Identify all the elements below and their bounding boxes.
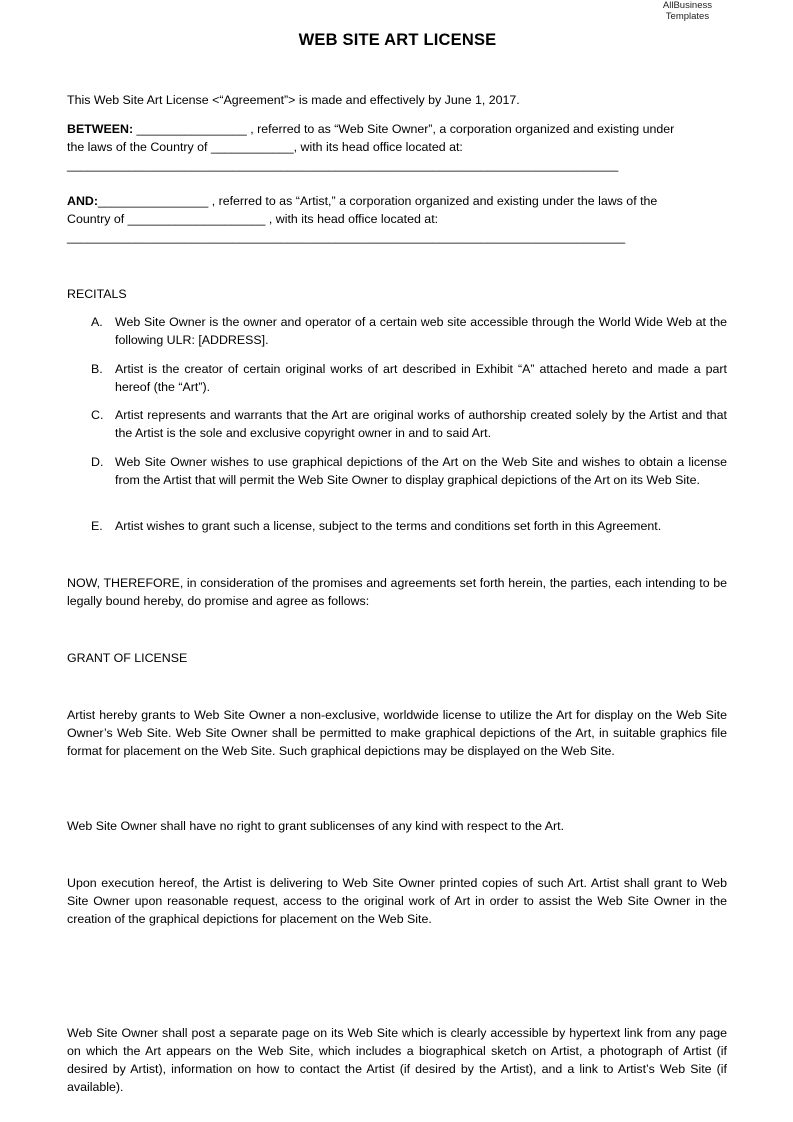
recital-letter: D. xyxy=(91,455,104,469)
recital-text: Artist wishes to grant such a license, subject to the terms and conditions set forth in this Agreement. xyxy=(115,519,662,533)
grant-paragraph-2: Web Site Owner shall have no right to grant sublicenses of any kind with respect to the Art. xyxy=(67,819,565,833)
brand-line-2: Templates xyxy=(665,11,710,22)
intro-paragraph: This Web Site Art License <“Agreement”> is made and effectively by June 1, 2017. xyxy=(67,93,520,107)
between-line-1 xyxy=(67,120,727,138)
between-line-2: the laws of the Country of ____________, with its head office located at: xyxy=(67,140,463,154)
and-address-line: _________________________________________________________________________________ xyxy=(67,230,626,244)
and-block xyxy=(67,192,727,246)
and-label: AND: xyxy=(67,194,98,208)
between-block xyxy=(67,120,727,174)
and-text-1: , referred to as “Artist,” a corporation organized and existing under the laws of the xyxy=(208,194,658,208)
recital-text: Artist is the creator of certain original works of art described in Exhibit “A” attached hereto and made a part hereof (the “Art”). xyxy=(115,362,727,394)
recitals-heading: RECITALS xyxy=(67,287,127,301)
and-line-2: Country of ____________________ , with its head office located at: xyxy=(67,212,439,226)
and-line-1 xyxy=(67,192,727,210)
between-text-1: , referred to as “Web Site Owner”, a corporation organized and existing under xyxy=(246,122,675,136)
recital-letter: A. xyxy=(91,315,103,329)
grant-heading: GRANT OF LICENSE xyxy=(67,651,188,665)
recital-letter: B. xyxy=(91,362,103,376)
between-label: BETWEEN: xyxy=(67,122,134,136)
and-blank: ________________ xyxy=(97,194,209,208)
recital-text: Artist represents and warrants that the Art are original works of authorship created solely by the Artist and that the Artist is the sole and exclusive copyright owner in and to said Art. xyxy=(115,408,727,440)
now-therefore-paragraph: NOW, THEREFORE, in consideration of the promises and agreements set forth herein, the parties, each intending to be legally bound hereby, do promise and agree as follows: xyxy=(67,576,727,608)
recital-text: Web Site Owner wishes to use graphical depictions of the Art on the Web Site and wishes to obtain a license from the Artist that will permit the Web Site Owner to display graphical depictions of the Art on its Web Site. xyxy=(115,455,727,487)
brand-logo xyxy=(663,0,712,22)
between-address-line: ________________________________________________________________________________ xyxy=(67,158,619,172)
grant-paragraph-1: Artist hereby grants to Web Site Owner a non-exclusive, worldwide license to utilize the Art for display on the Web Site Owner’s Web Site. Web Site Owner shall be permitted to make graphical depictions of the Art, in suitable graphics file format for placement on the Web Site. Such graphical depictions may be displayed on the Web Site. xyxy=(67,708,727,758)
grant-paragraph-4: Web Site Owner shall post a separate page on its Web Site which is clearly accessible by hypertext link from any page on which the Art appears on the Web Site, which includes a biographical sketch on Artist, a photograph of Artist (if desired by Artist), information on how to contact the Artist (if desired by the Artist), and a link to Artist’s Web Site (if available). xyxy=(67,1026,727,1094)
grant-paragraph-3: Upon execution hereof, the Artist is delivering to Web Site Owner printed copies of such Art. Artist shall grant to Web Site Owner upon reasonable request, access to the original work of Art in order to assist the Web Site Owner in the creation of the graphical depictions for placement on the Web Site. xyxy=(67,876,727,926)
recital-letter: E. xyxy=(91,519,103,533)
brand-line-1: AllBusiness xyxy=(662,0,712,11)
document-title: WEB SITE ART LICENSE xyxy=(298,31,497,49)
recital-letter: C. xyxy=(91,408,104,422)
between-blank: ________________ xyxy=(136,122,247,136)
recital-text: Web Site Owner is the owner and operator of a certain web site accessible through the World Wide Web at the following ULR: [ADDRESS]. xyxy=(115,315,727,347)
